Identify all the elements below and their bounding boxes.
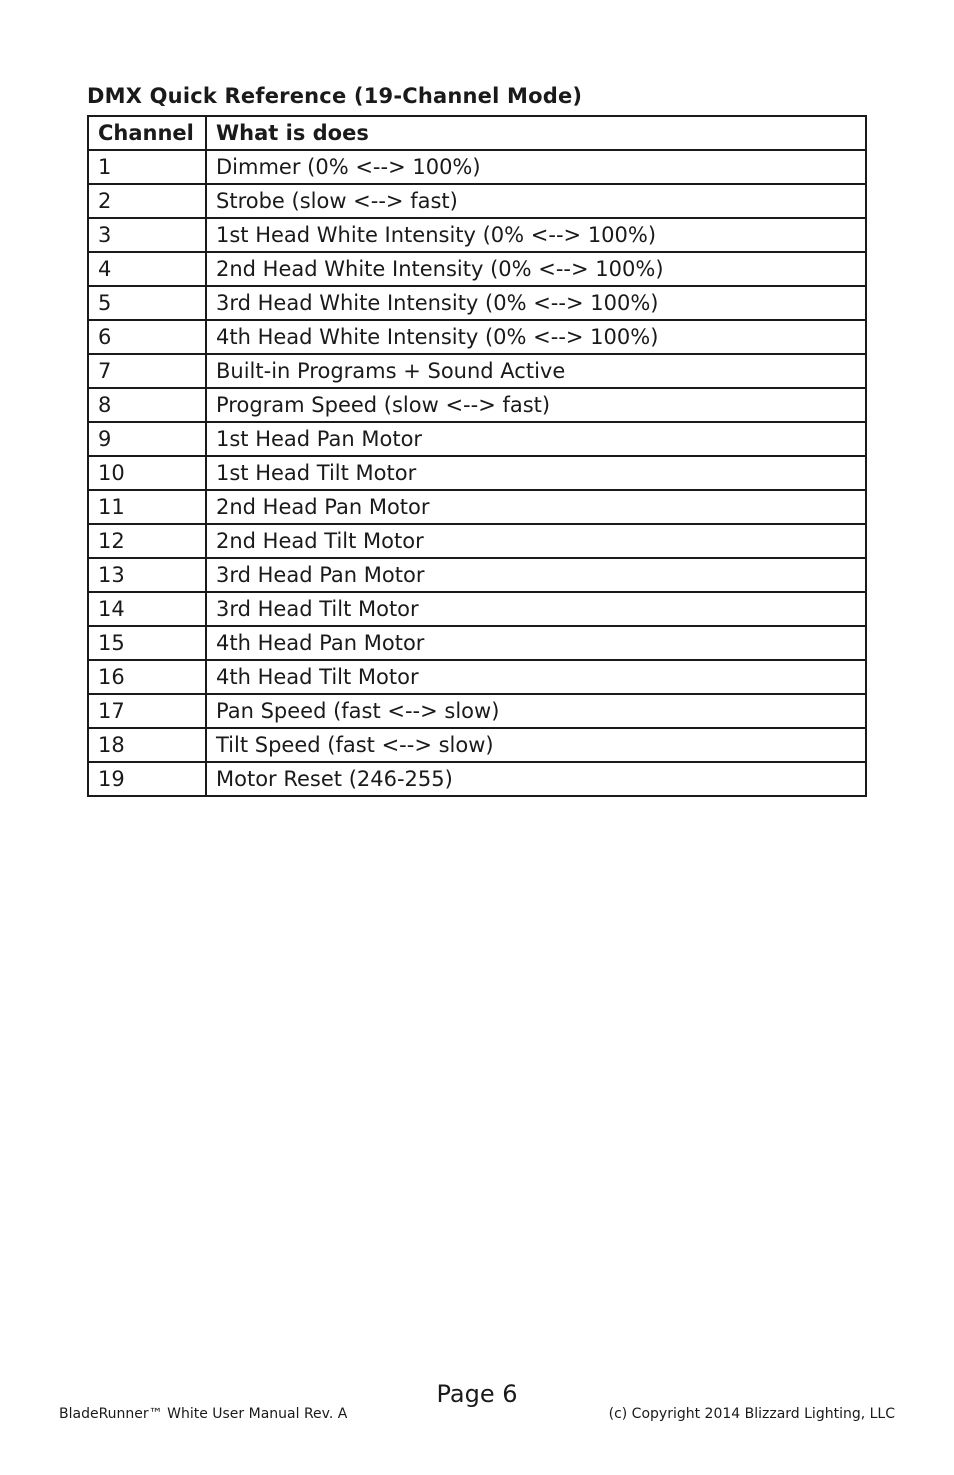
function-cell: 4th Head Pan Motor	[206, 626, 866, 660]
channel-cell: 1	[88, 150, 206, 184]
footer-manual-title: BladeRunner™ White User Manual Rev. A	[59, 1406, 348, 1422]
function-cell: Motor Reset (246-255)	[206, 762, 866, 796]
function-cell: 3rd Head White Intensity (0% <--> 100%)	[206, 286, 866, 320]
function-cell: 3rd Head Pan Motor	[206, 558, 866, 592]
table-row	[88, 252, 866, 286]
channel-cell: 3	[88, 218, 206, 252]
function-cell: Pan Speed (fast <--> slow)	[206, 694, 866, 728]
page-number: Page 6	[436, 1380, 518, 1408]
function-cell: 3rd Head Tilt Motor	[206, 592, 866, 626]
footer-copyright: (c) Copyright 2014 Blizzard Lighting, LLC	[608, 1406, 895, 1422]
function-cell: 2nd Head Tilt Motor	[206, 524, 866, 558]
function-cell: Program Speed (slow <--> fast)	[206, 388, 866, 422]
channel-cell: 13	[88, 558, 206, 592]
function-cell: 1st Head Tilt Motor	[206, 456, 866, 490]
function-cell: Built-in Programs + Sound Active	[206, 354, 866, 388]
table-row	[88, 150, 866, 184]
function-cell: 2nd Head White Intensity (0% <--> 100%)	[206, 252, 866, 286]
table-row	[88, 456, 866, 490]
table-row	[88, 762, 866, 796]
column-header-channel: Channel	[88, 116, 206, 150]
channel-cell: 4	[88, 252, 206, 286]
channel-cell: 12	[88, 524, 206, 558]
function-cell: Dimmer (0% <--> 100%)	[206, 150, 866, 184]
channel-cell: 11	[88, 490, 206, 524]
function-cell: 1st Head Pan Motor	[206, 422, 866, 456]
table-row	[88, 218, 866, 252]
column-header-function: What is does	[206, 116, 866, 150]
table-row	[88, 184, 866, 218]
channel-cell: 2	[88, 184, 206, 218]
channel-cell: 14	[88, 592, 206, 626]
channel-cell: 6	[88, 320, 206, 354]
channel-cell: 15	[88, 626, 206, 660]
channel-cell: 7	[88, 354, 206, 388]
channel-cell: 16	[88, 660, 206, 694]
function-cell: Strobe (slow <--> fast)	[206, 184, 866, 218]
table-row	[88, 660, 866, 694]
table-row	[88, 592, 866, 626]
table-row	[88, 490, 866, 524]
table-row	[88, 286, 866, 320]
channel-cell: 9	[88, 422, 206, 456]
function-cell: 4th Head White Intensity (0% <--> 100%)	[206, 320, 866, 354]
channel-cell: 10	[88, 456, 206, 490]
table-row	[88, 558, 866, 592]
function-cell: 2nd Head Pan Motor	[206, 490, 866, 524]
table-row	[88, 728, 866, 762]
table-row	[88, 388, 866, 422]
dmx-reference-table	[87, 115, 867, 797]
function-cell: Tilt Speed (fast <--> slow)	[206, 728, 866, 762]
table-row	[88, 626, 866, 660]
table-row	[88, 422, 866, 456]
channel-cell: 19	[88, 762, 206, 796]
channel-cell: 8	[88, 388, 206, 422]
table-row	[88, 694, 866, 728]
table-row	[88, 320, 866, 354]
function-cell: 4th Head Tilt Motor	[206, 660, 866, 694]
channel-cell: 18	[88, 728, 206, 762]
table-row	[88, 354, 866, 388]
table-row	[88, 524, 866, 558]
table-header-row	[88, 116, 866, 150]
table-body	[88, 150, 866, 796]
page-title: DMX Quick Reference (19-Channel Mode)	[87, 84, 583, 108]
channel-cell: 5	[88, 286, 206, 320]
channel-cell: 17	[88, 694, 206, 728]
function-cell: 1st Head White Intensity (0% <--> 100%)	[206, 218, 866, 252]
